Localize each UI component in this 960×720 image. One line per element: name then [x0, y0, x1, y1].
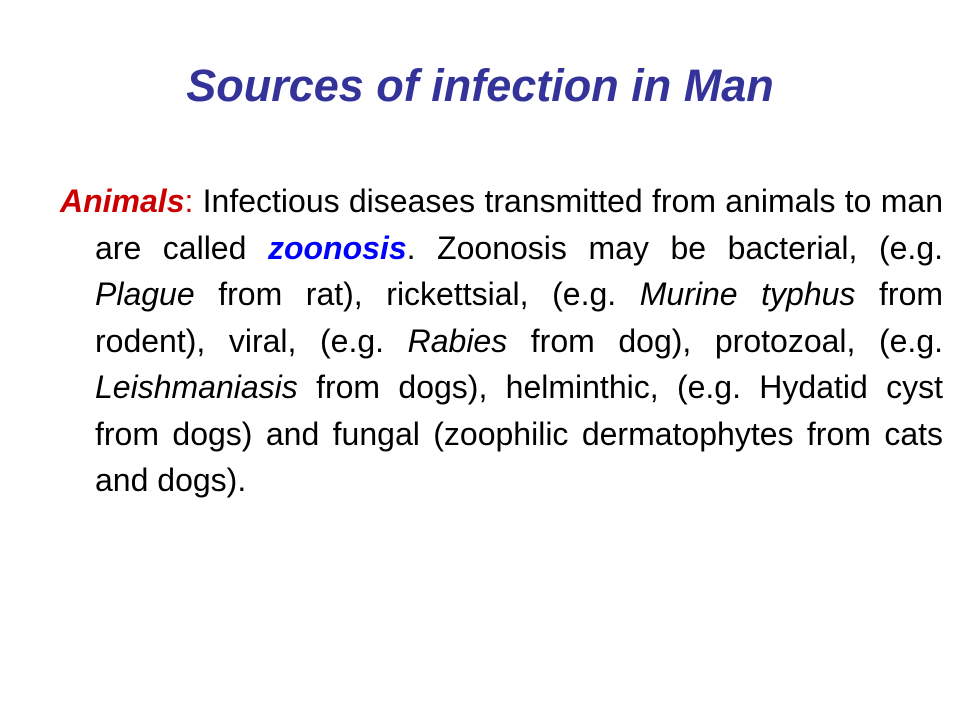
- example-rabies: Rabies: [407, 322, 508, 359]
- term-animals: [60, 183, 193, 219]
- body-paragraph: [60, 178, 943, 504]
- text-segment-3: from rat), rickettsial, (e.g.: [194, 276, 640, 312]
- term-animals-label: Animals: [60, 183, 185, 219]
- text-segment-2: . Zoonosis may be bacterial, (e.g.: [406, 229, 944, 266]
- text-segment-6: from dogs), helminthic, (e.g. Hydatid cyst from dogs) and fungal (zoophilic dermatophytes from cats and dogs).: [95, 369, 943, 498]
- example-leishmaniasis: Leishmaniasis: [95, 369, 298, 405]
- example-plague: Plague: [95, 276, 195, 312]
- term-zoonosis: zoonosis: [267, 229, 407, 266]
- text-segment-5: from dog), protozoal, (e.g.: [507, 322, 944, 359]
- slide-title: Sources of infection in Man: [186, 60, 774, 111]
- text-segment-4: from rodent), viral, (e.g.: [95, 276, 944, 359]
- term-animals-colon: :: [184, 183, 194, 219]
- text-segment-1: Infectious diseases transmitted from animals to man are called: [95, 183, 943, 266]
- example-murine-typhus: Murine typhus: [639, 276, 856, 312]
